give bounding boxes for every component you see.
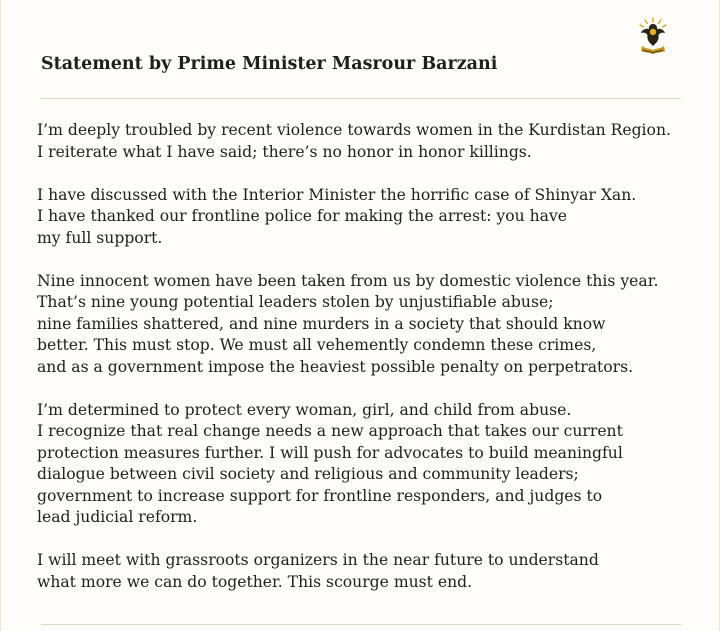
statement-line: That’s nine young potential leaders stolen by unjustifiable abuse; bbox=[37, 293, 554, 311]
statement-paragraph bbox=[37, 550, 707, 593]
statement-line: nine families shattered, and nine murders in a society that should know bbox=[37, 314, 606, 333]
statement-line: protection measures further. I will push for advocates to build meaningful bbox=[37, 443, 623, 462]
emblem-sun-disc bbox=[650, 29, 656, 35]
statement-line: I will meet with grassroots organizers in the near future to understand bbox=[37, 551, 599, 569]
statement-line: better. This must stop. We must all vehemently condemn these crimes, bbox=[37, 336, 597, 354]
statement-line: dialogue between civil society and religious and community leaders; bbox=[37, 465, 579, 483]
bottom-divider bbox=[41, 624, 681, 625]
statement-line: I’m determined to protect every woman, girl, and child from abuse. bbox=[37, 400, 572, 419]
statement-body bbox=[37, 120, 707, 615]
statement-line: and as a government impose the heaviest possible penalty on perpetrators. bbox=[37, 357, 634, 376]
statement-line: my full support. bbox=[37, 228, 163, 247]
statement-line: I have thanked our frontline police for making the arrest: you have bbox=[37, 207, 568, 225]
document-title: Statement by Prime Minister Masrour Barzani bbox=[41, 54, 498, 74]
statement-line: Nine innocent women have been taken from us by domestic violence this year. bbox=[37, 271, 659, 290]
statement-line: I reiterate what I have said; there’s no honor in honor killings. bbox=[37, 142, 532, 161]
statement-line: lead judicial reform. bbox=[37, 508, 198, 526]
statement-paragraph bbox=[37, 271, 707, 379]
emblem-icon bbox=[635, 16, 671, 56]
statement-line: what more we can do together. This scourge must end. bbox=[37, 572, 473, 591]
statement-line: government to increase support for frontline responders, and judges to bbox=[37, 486, 603, 505]
statement-paragraph bbox=[37, 400, 707, 529]
statement-paragraph bbox=[37, 185, 707, 250]
statement-paragraph bbox=[37, 120, 707, 163]
statement-line: I’m deeply troubled by recent violence towards women in the Kurdistan Region. bbox=[37, 121, 671, 139]
statement-line: I have discussed with the Interior Minister the horrific case of Shinyar Xan. bbox=[37, 185, 637, 204]
statement-line: I recognize that real change needs a new approach that takes our current bbox=[37, 422, 623, 440]
top-divider bbox=[41, 98, 681, 99]
